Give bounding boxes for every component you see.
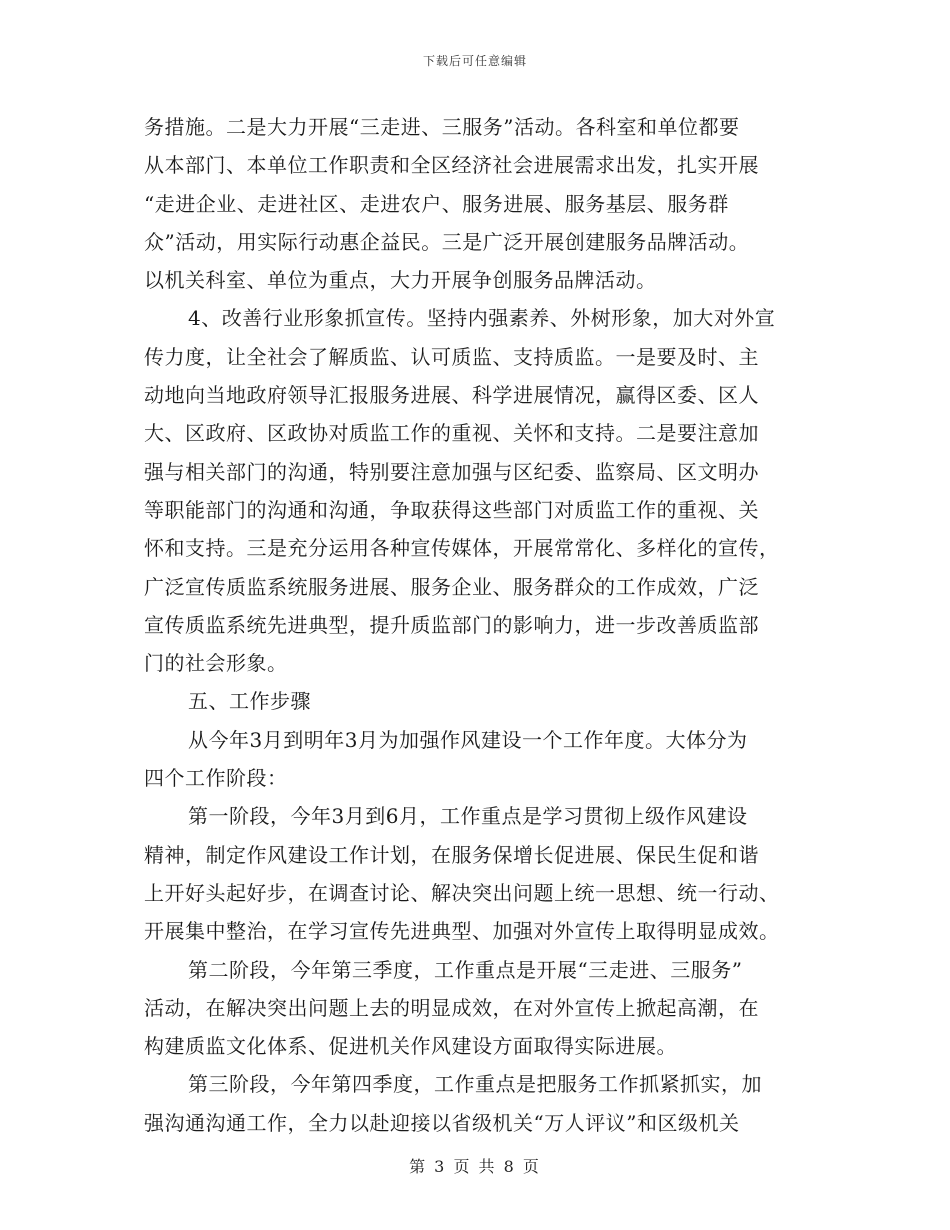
text-line: 4、改善行业形象抓宣传。坚持内强素养、外树形象，加大对外宣 <box>188 306 776 331</box>
document-body <box>144 108 808 1142</box>
text-line: 务措施。二是大力开展“三走进、三服务”活动。各科室和单位都要 <box>144 115 740 139</box>
text-line: 开展集中整治，在学习宣传先进典型、加强对外宣传上取得明显成效。 <box>144 919 780 944</box>
text-line: 强沟通沟通工作，全力以赴迎接以省级机关“万人评议”和区级机关 <box>144 1110 740 1135</box>
text-line: 上开好头起好步，在调查讨论、解决突出问题上统一思想、统一行动、 <box>144 880 780 905</box>
text-line: 第一阶段，今年3月到6月，工作重点是学习贯彻上级作风建设 <box>188 804 748 829</box>
text-line: 第三阶段，今年第四季度，工作重点是把服务工作抓紧抓实，加 <box>188 1072 762 1097</box>
text-line: 宣传质监系统先进典型，提升质监部门的影响力，进一步改善质监部 <box>144 612 759 637</box>
text-line: 众”活动，用实际行动惠企益民。三是广泛开展创建服务品牌活动。 <box>144 229 750 254</box>
text-line: 精神，制定作风建设工作计划，在服务保增长促进展、保民生促和谐 <box>144 842 759 867</box>
text-line: “走进企业、走进社区、走进农户、服务进展、服务基层、服务群 <box>144 191 729 216</box>
text-line: 怀和支持。三是充分运用各种宣传媒体，开展常常化、多样化的宣传， <box>144 536 780 561</box>
text-line: 活动，在解决突出问题上去的明显成效，在对外宣传上掀起高潮，在 <box>144 995 759 1020</box>
text-line: 第二阶段，今年第三季度，工作重点是开展“三走进、三服务” <box>188 957 743 982</box>
text-line: 传力度，让全社会了解质监、认可质监、支持质监。一是要及时、主 <box>144 344 759 369</box>
text-line: 门的社会形象。 <box>144 651 288 676</box>
text-line: 从今年3月到明年3月为加强作风建设一个工作年度。大体分为 <box>188 727 748 752</box>
page-header: 下载后可任意编辑 <box>422 54 527 68</box>
section-heading: 五、工作步骤 <box>188 689 311 714</box>
text-line: 四个工作阶段： <box>144 766 288 791</box>
text-line: 强与相关部门的沟通，特别要注意加强与区纪委、监察局、区文明办 <box>144 459 759 484</box>
text-line: 广泛宣传质监系统服务进展、服务企业、服务群众的工作成效，广泛 <box>144 574 759 599</box>
text-line: 从本部门、本单位工作职责和全区经济社会进展需求出发，扎实开展 <box>144 153 759 178</box>
text-line: 等职能部门的沟通和沟通，争取获得这些部门对质监工作的重视、关 <box>144 497 759 522</box>
text-line: 动地向当地政府领导汇报服务进展、科学进展情况，赢得区委、区人 <box>144 383 759 408</box>
page-number: 第 3 页 共 8 页 <box>409 1157 541 1176</box>
text-line: 构建质监文化体系、促进机关作风建设方面取得实际进展。 <box>144 1034 677 1059</box>
text-line: 以机关科室、单位为重点，大力开展争创服务品牌活动。 <box>144 268 657 293</box>
text-line: 大、区政府、区政协对质监工作的重视、关怀和支持。二是要注意加 <box>144 421 759 446</box>
